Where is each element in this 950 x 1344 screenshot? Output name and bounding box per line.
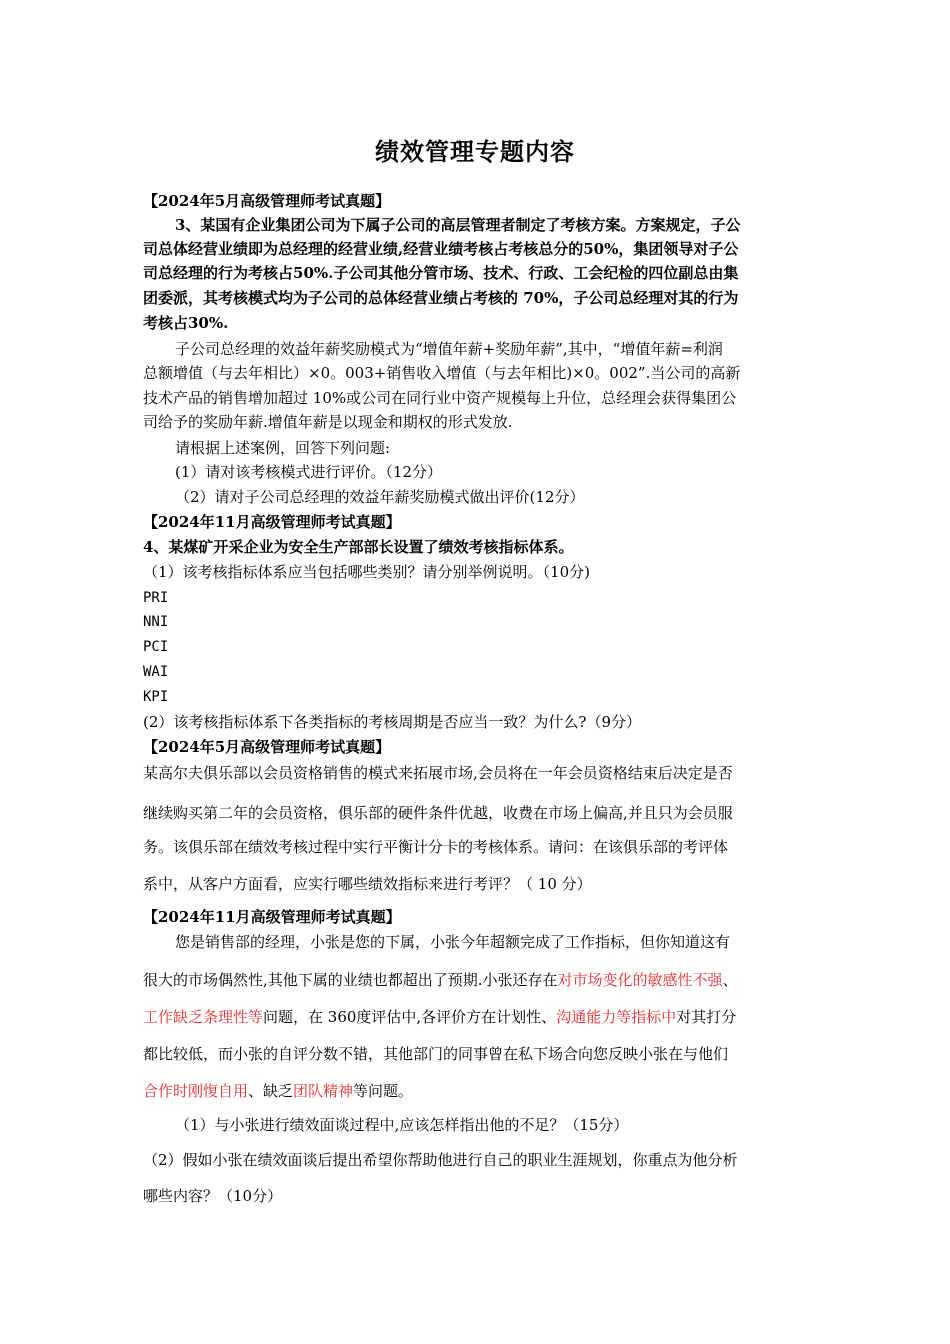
- section4-line: [143, 1006, 736, 1028]
- highlight-text: 工作缺乏条理性等: [143, 1008, 264, 1026]
- section3-line: 某高尔夫俱乐部以会员资格销售的模式来拓展市场,会员将在一年会员资格结束后决定是否: [143, 764, 733, 782]
- indicator-code: PRI: [143, 590, 169, 606]
- section3-line: 继续购买第二年的会员资格，俱乐部的硬件条件优越，收费在市场上偏高,并且只为会员服: [143, 804, 733, 822]
- section4-heading: 【2024年11月高级管理师考试真题】: [143, 908, 401, 926]
- section2-intro: 4、某煤矿开采企业为安全生产部部长设置了绩效考核指标体系。: [143, 538, 574, 556]
- plain-text: 、: [722, 971, 738, 989]
- section3-line: 系中，从客户方面看，应实行哪些绩效指标来进行考评？（ 10 分）: [143, 875, 592, 893]
- section1-p2-line: 子公司总经理的效益年薪奖励模式为“增值年薪+奖励年薪”,其中，“增值年薪=利润: [175, 340, 723, 358]
- plain-text: 、缺乏: [248, 1082, 294, 1100]
- highlight-text: 沟通能力等指标中: [556, 1008, 677, 1026]
- section4-question-1: （1）与小张进行绩效面谈过程中,应该怎样指出他的不足？（15分）: [175, 1116, 629, 1134]
- section3-heading: 【2024年5月高级管理师考试真题】: [143, 738, 391, 756]
- section4-line: [143, 1080, 413, 1102]
- section1-question-1: (1）请对该考核模式进行评价。（12分）: [175, 463, 442, 481]
- plain-text: 问题，在 360度评估中,各评价方在计划性、: [263, 1008, 557, 1026]
- plain-text: 等问题。: [353, 1082, 414, 1100]
- section4-line: [143, 969, 738, 991]
- section1-prompt: 请根据上述案例，回答下列问题:: [175, 439, 391, 457]
- plain-text: 对其打分: [676, 1008, 737, 1026]
- section1-p1-line: 团委派，其考核模式均为子公司的总体经营业绩占考核的 70%，子公司总经理对其的行为: [143, 289, 739, 307]
- section2-question-2: (2）该考核指标体系下各类指标的考核周期是否应当一致？为什么?（9分）: [143, 713, 641, 731]
- section1-p2-line: 技术产品的销售增加超过 10%或公司在同行业中资产规模每上升位，总经理会获得集团公: [143, 389, 737, 407]
- section1-p1-line: 司总经理的行为考核占50%.子公司其他分管市场、技术、行政、工会纪检的四位副总由集: [143, 264, 739, 282]
- section1-p1-line: 司总体经营业绩即为总经理的经营业绩,经营业绩考核占考核总分的50%，集团领导对子公: [143, 240, 739, 258]
- section1-p1-line: 3、某国有企业集团公司为下属子公司的高层管理者制定了考核方案。方案规定，子公: [175, 216, 741, 234]
- highlight-text: 合作时刚愎自用: [143, 1082, 249, 1100]
- highlight-text: 团队精神: [293, 1082, 354, 1100]
- section4-line: 都比较低，而小张的自评分数不错，其他部门的同事曾在私下场合向您反映小张在与他们: [143, 1045, 729, 1063]
- section4-question-2: （2）假如小张在绩效面谈后提出希望你帮助他进行自己的职业生涯规划，你重点为他分析: [143, 1151, 738, 1169]
- indicator-code: PCI: [143, 639, 169, 655]
- section1-p1-line: 考核占30%.: [143, 314, 229, 332]
- highlight-text: 对市场变化的敏感性不强: [557, 971, 723, 989]
- section1-question-2: （2）请对子公司总经理的效益年薪奖励模式做出评价(12分）: [175, 488, 585, 506]
- section1-p2-line: 司给予的奖励年薪.增值年薪是以现金和期权的形式发放.: [143, 413, 513, 431]
- section4-line: 您是销售部的经理，小张是您的下属，小张今年超额完成了工作指标，但你知道这有: [175, 933, 731, 951]
- section1-heading: 【2024年5月高级管理师考试真题】: [143, 192, 391, 210]
- indicator-code: KPI: [143, 689, 169, 705]
- section4-question-2-cont: 哪些内容？（10分）: [143, 1187, 283, 1205]
- section2-heading: 【2024年11月高级管理师考试真题】: [143, 513, 401, 531]
- document-title: 绩效管理专题内容: [375, 137, 575, 166]
- plain-text: 很大的市场偶然性,其他下属的业绩也都超出了预期.小张还存在: [143, 971, 558, 989]
- section3-line: 务。该俱乐部在绩效考核过程中实行平衡计分卡的考核体系。请问：在该俱乐部的考评体: [143, 838, 729, 856]
- indicator-code: WAI: [143, 664, 169, 680]
- section2-question-1: （1）该考核指标体系应当包括哪些类别？请分别举例说明。（10分): [143, 563, 590, 581]
- indicator-code: NNI: [143, 614, 169, 630]
- section1-p2-line: 总额增值（与去年相比）×0。003+销售收入增值（与去年相比)×0。002”.当公司的高新: [143, 364, 741, 382]
